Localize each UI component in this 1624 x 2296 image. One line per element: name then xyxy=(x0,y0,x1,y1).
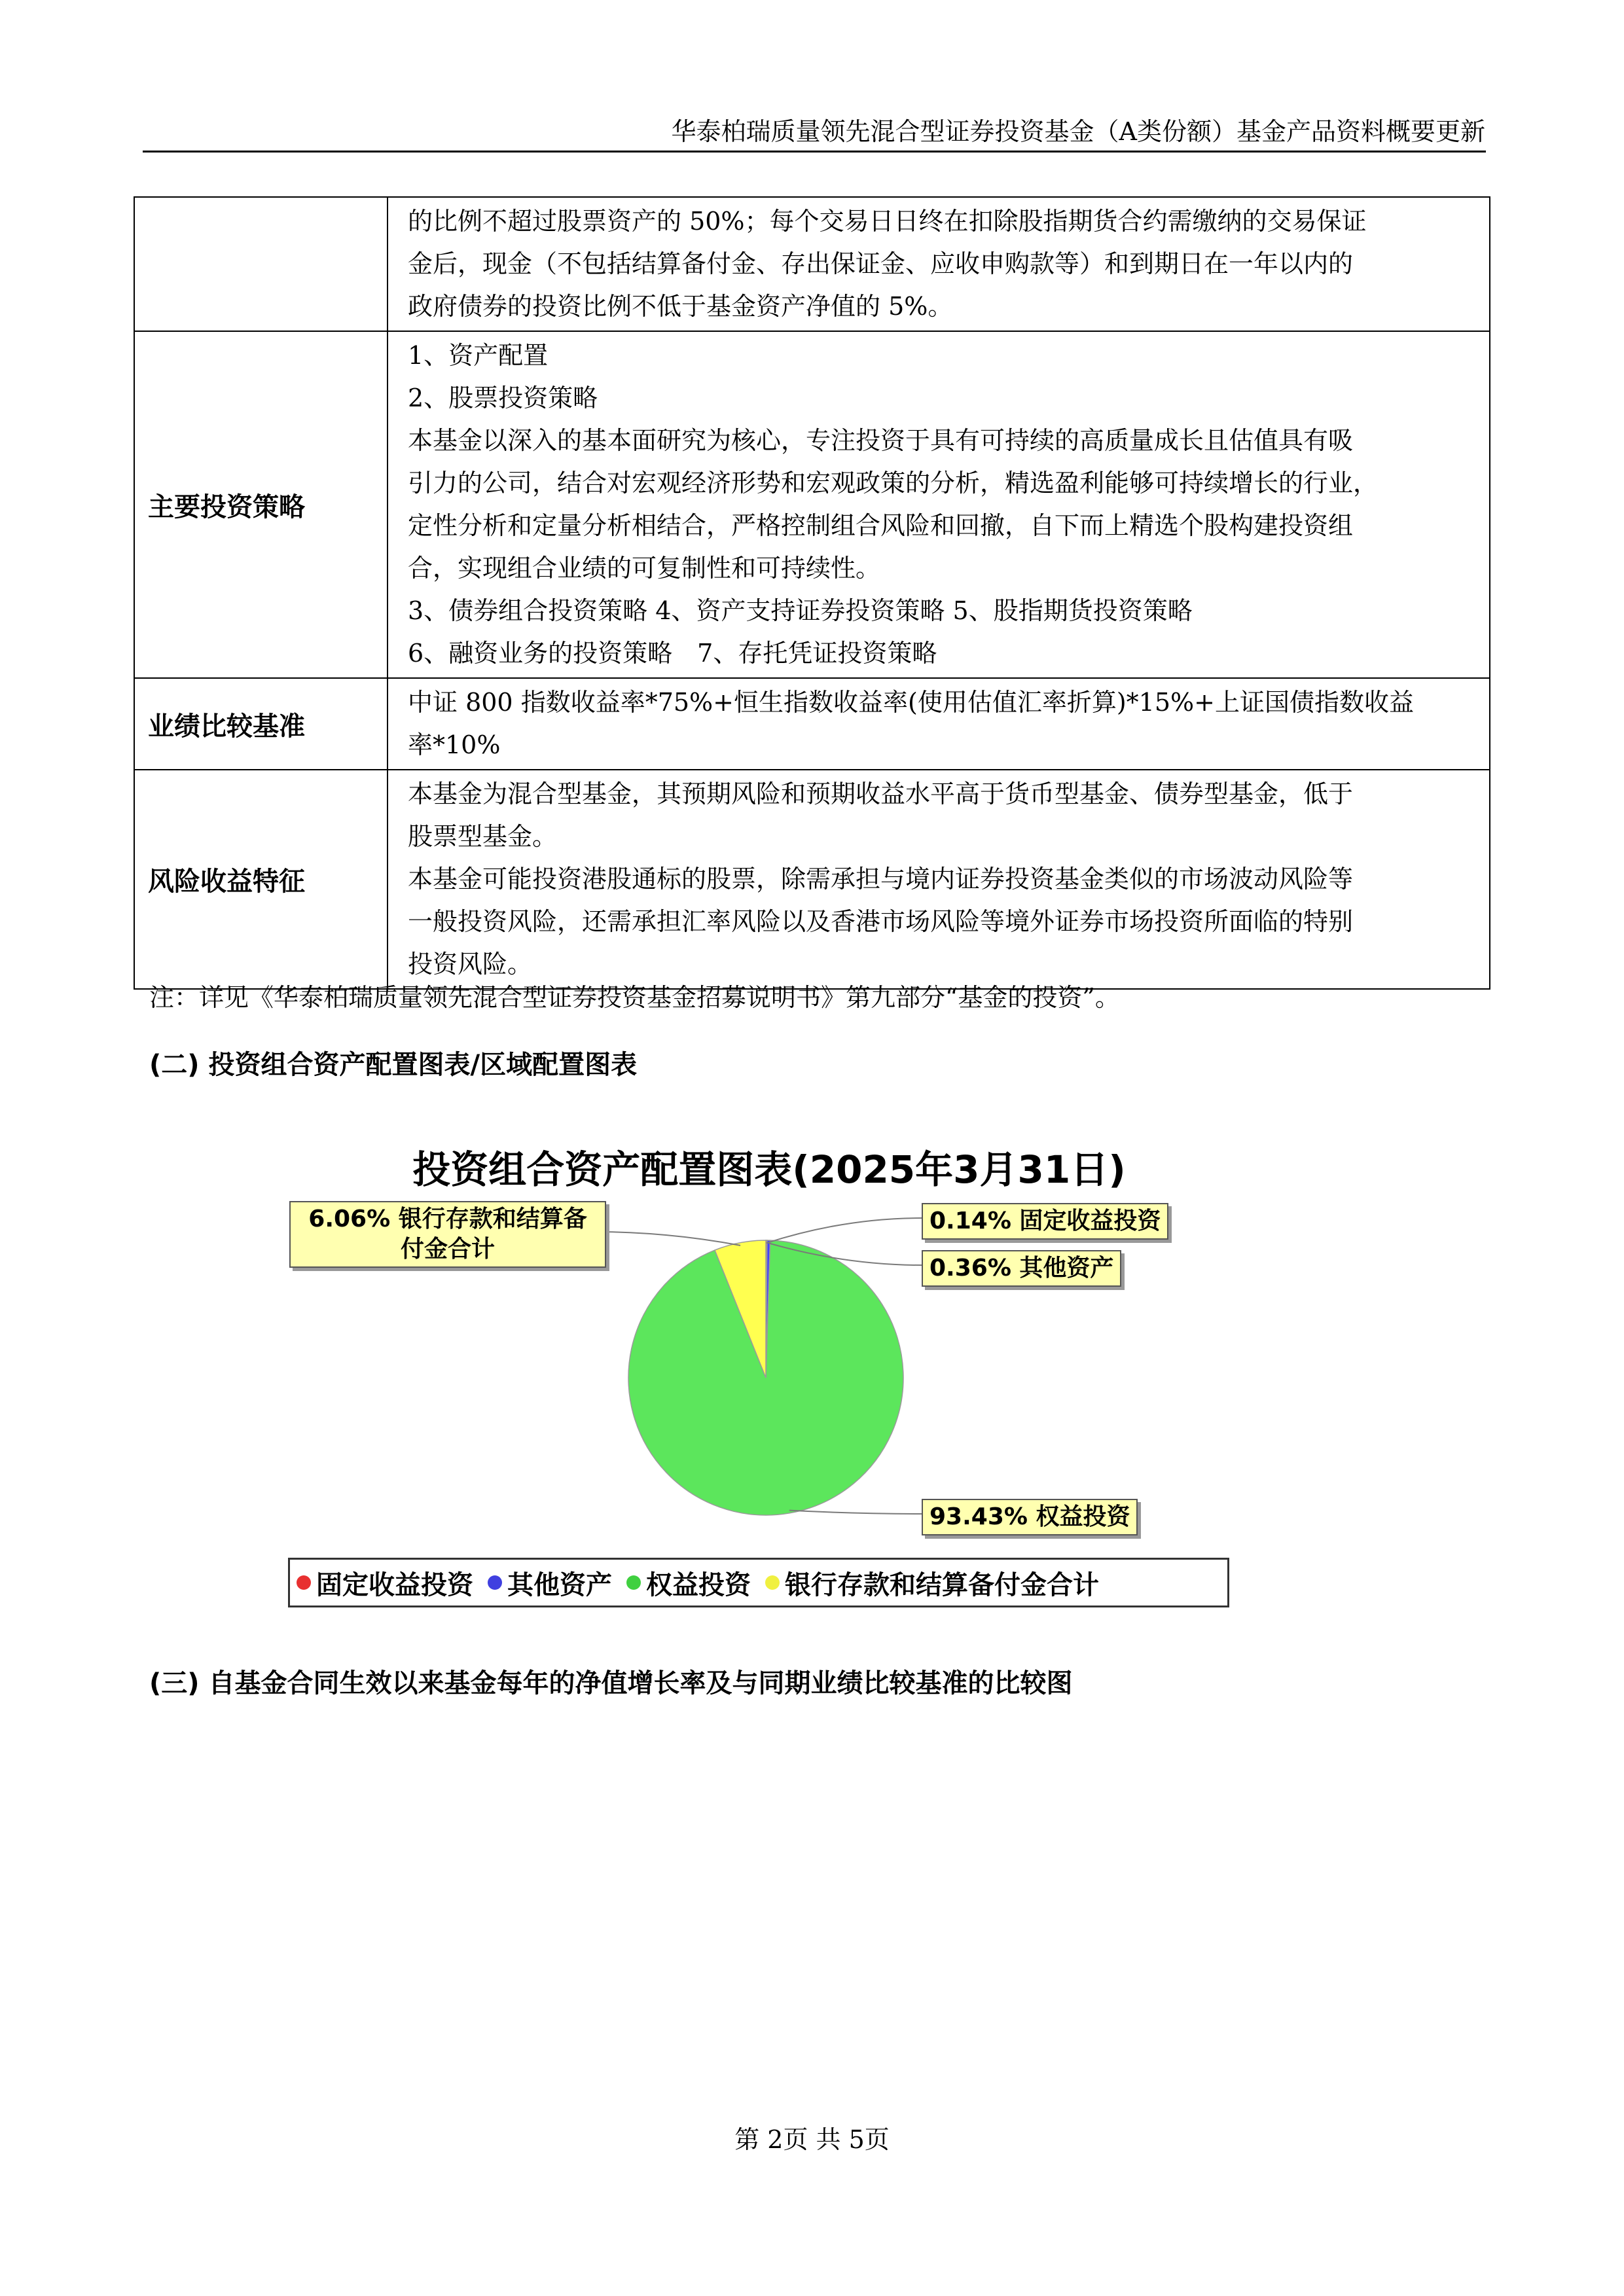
row-label: 主要投资策略 xyxy=(134,331,388,678)
row-content xyxy=(388,770,1490,989)
legend-item xyxy=(297,1564,473,1602)
fund-info-table xyxy=(134,196,1490,990)
page-footer: 第 2页 共 5页 xyxy=(734,2125,890,2154)
document-header-title: 华泰柏瑞质量领先混合型证券投资基金（A类份额）基金产品资料概要更新 xyxy=(671,117,1485,146)
header-rule xyxy=(143,151,1486,152)
table-footnote: 注：详见《华泰柏瑞质量领先混合型证券投资基金招募说明书》第九部分“基金的投资”。 xyxy=(149,983,1120,1012)
legend-swatch xyxy=(765,1575,780,1590)
text-line: 合，实现组合业绩的可复制性和可持续性。 xyxy=(408,554,881,583)
leader-line xyxy=(789,1511,922,1514)
legend-item xyxy=(626,1564,751,1602)
text-line: 中证 800 指数收益率*75%+恒生指数收益率(使用估值汇率折算)*15%+上证国债指数收益 xyxy=(408,688,1414,717)
leader-line xyxy=(594,1232,740,1246)
slice-label-line: 付金合计 xyxy=(400,1236,495,1263)
pie-chart-svg xyxy=(275,1126,1257,1551)
legend-swatch xyxy=(488,1575,502,1590)
table-row xyxy=(134,770,1490,989)
text-line: 本基金可能投资港股通标的股票，除需承担与境内证券投资基金类似的市场波动风险等 xyxy=(408,865,1354,893)
table-row xyxy=(134,197,1490,331)
text-line: 率*10% xyxy=(408,730,501,759)
leader-line xyxy=(767,1218,922,1243)
text-line: 政府债券的投资比例不低于基金资产净值的 5%。 xyxy=(408,292,953,321)
text-line: 引力的公司，结合对宏观经济形势和宏观政策的分析，精选盈利能够可持续增长的行业， xyxy=(408,469,1379,497)
section-heading-performance: (三) 自基金合同生效以来基金每年的净值增长率及与同期业绩比较基准的比较图 xyxy=(149,1668,1073,1698)
slice-label-bank-deposit xyxy=(289,1201,606,1268)
text-line: 6、融资业务的投资策略 7、存托凭证投资策略 xyxy=(408,639,937,668)
section-heading-allocation: (二) 投资组合资产配置图表/区域配置图表 xyxy=(149,1050,638,1080)
row-label xyxy=(134,197,388,331)
legend-label: 权益投资 xyxy=(646,1570,751,1600)
text-line: 2、股票投资策略 xyxy=(408,384,598,412)
table-row xyxy=(134,331,1490,678)
legend-label: 固定收益投资 xyxy=(316,1570,473,1600)
row-label: 业绩比较基准 xyxy=(134,678,388,770)
legend-label: 其他资产 xyxy=(507,1570,612,1600)
slice-label-fixed-income: 0.14% 固定收益投资 xyxy=(922,1203,1168,1240)
row-label: 风险收益特征 xyxy=(134,770,388,989)
text-line: 本基金以深入的基本面研究为核心，专注投资于具有可持续的高质量成长且估值具有吸 xyxy=(408,426,1354,455)
legend-item xyxy=(765,1564,1099,1602)
text-line: 本基金为混合型基金，其预期风险和预期收益水平高于货币型基金、债券型基金，低于 xyxy=(408,780,1354,808)
row-content xyxy=(388,197,1490,331)
text-line: 一般投资风险，还需承担汇率风险以及香港市场风险等境外证券市场投资所面临的特别 xyxy=(408,907,1354,936)
row-content xyxy=(388,331,1490,678)
slice-label-equity: 93.43% 权益投资 xyxy=(922,1499,1138,1535)
legend-swatch xyxy=(626,1575,641,1590)
legend-item xyxy=(488,1564,612,1602)
legend-swatch xyxy=(297,1575,311,1590)
slice-label-line: 6.06% 银行存款和结算备 xyxy=(308,1206,587,1232)
text-line: 定性分析和定量分析相结合，严格控制组合风险和回撤，自下而上精选个股构建投资组 xyxy=(408,511,1354,540)
text-line: 1、资产配置 xyxy=(408,341,549,370)
asset-allocation-chart xyxy=(275,1126,1257,1623)
row-content xyxy=(388,678,1490,770)
text-line: 投资风险。 xyxy=(408,950,533,978)
table-row xyxy=(134,678,1490,770)
text-line: 股票型基金。 xyxy=(408,822,558,851)
text-line: 的比例不超过股票资产的 50%；每个交易日日终在扣除股指期货合约需缴纳的交易保证 xyxy=(408,207,1367,236)
slice-label-other-assets: 0.36% 其他资产 xyxy=(922,1250,1121,1287)
legend-label: 银行存款和结算备付金合计 xyxy=(785,1570,1099,1600)
chart-legend xyxy=(288,1558,1229,1607)
text-line: 3、债券组合投资策略 4、资产支持证券投资策略 5、股指期货投资策略 xyxy=(408,596,1193,625)
text-line: 金后，现金（不包括结算备付金、存出保证金、应收申购款等）和到期日在一年以内的 xyxy=(408,249,1354,278)
chart-title: 投资组合资产配置图表(2025年3月31日) xyxy=(412,1147,1126,1192)
